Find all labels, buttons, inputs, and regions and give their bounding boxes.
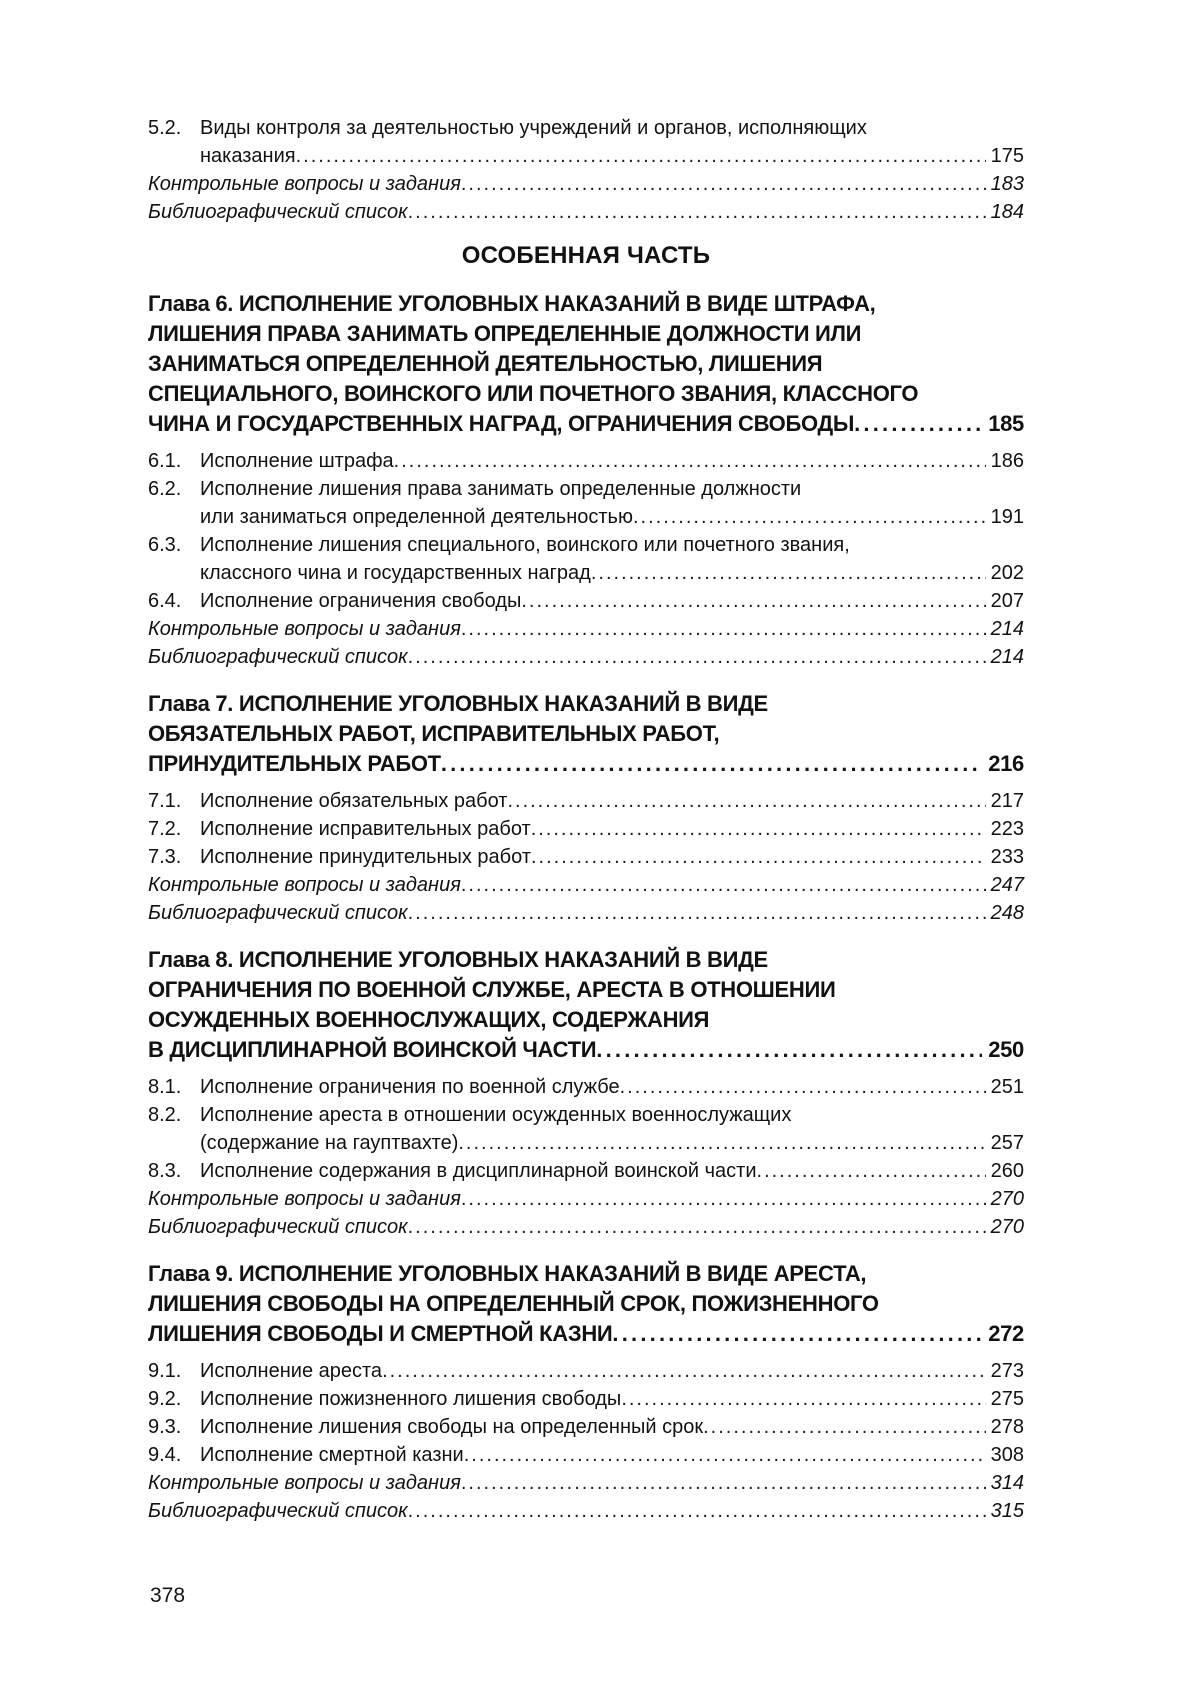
toc-entry-number: 5.2. [148, 117, 182, 139]
toc-entry-row [148, 843, 1024, 871]
dot-leader [382, 1357, 986, 1385]
toc-entry-title: Контрольные вопросы и задания [148, 874, 461, 896]
toc-entry-page-number: 260 [990, 1160, 1024, 1182]
chapter-title-row [148, 1289, 1024, 1319]
toc-entry-title: Библиографический список [148, 646, 408, 668]
chapter-title-row [148, 379, 1024, 409]
toc-entry-row [148, 587, 1024, 615]
dot-leader [296, 142, 986, 170]
toc-entry-title: Исполнение ареста [200, 1360, 383, 1382]
toc-entry-row [148, 447, 1024, 475]
chapter-page-number: 185 [988, 411, 1024, 436]
chapter-page-number: 250 [988, 1037, 1024, 1062]
dot-leader [458, 1129, 985, 1157]
toc-entry-page-number: 186 [990, 450, 1024, 472]
toc-entry-row [148, 142, 1024, 170]
toc-entry-row [148, 643, 1024, 671]
toc-entry-title: Исполнение ограничения свободы [200, 590, 522, 612]
chapter-title-text: ЛИШЕНИЯ СВОБОДЫ И СМЕРТНОЙ КАЗНИ [148, 1321, 613, 1346]
dot-leader [408, 1497, 986, 1525]
dot-leader [521, 587, 985, 615]
chapter-title-text: ПРИНУДИТЕЛЬНЫХ РАБОТ [148, 751, 441, 776]
toc-entry-row [148, 1385, 1024, 1413]
toc-entry-row [148, 1497, 1024, 1525]
dot-leader [596, 1035, 982, 1065]
dot-leader [621, 1385, 985, 1413]
toc-entry-title: классного чина и государственных наград [200, 562, 591, 584]
toc-entry-title: Исполнение лишения специального, воинского или почетного звания, [200, 534, 850, 556]
toc-entry-page-number: 270 [990, 1188, 1024, 1210]
dot-leader [464, 1441, 986, 1469]
page-footer-number: 378 [150, 1584, 186, 1607]
toc-entry-title: Исполнение пожизненного лишения свободы [200, 1388, 622, 1410]
dot-leader [461, 1185, 986, 1213]
toc-entry-row [148, 899, 1024, 927]
toc-entry-title: Исполнение штрафа [200, 450, 394, 472]
dot-leader [461, 1469, 986, 1497]
toc-entry-row [148, 787, 1024, 815]
toc-entry-title: Библиографический список [148, 1500, 408, 1522]
toc-pre-entries [148, 114, 1024, 226]
toc-entry-title: (содержание на гауптвахте) [200, 1132, 459, 1154]
toc-entry-number: 9.2. [148, 1388, 182, 1410]
toc-entry-page-number: 183 [990, 173, 1024, 195]
chapter-title-text: ЛИШЕНИЯ ПРАВА ЗАНИМАТЬ ОПРЕДЕЛЕННЫЕ ДОЛЖНОСТИ ИЛИ [148, 321, 862, 346]
dot-leader [507, 787, 985, 815]
toc-entry-number: 9.4. [148, 1444, 182, 1466]
toc-entry-title: Контрольные вопросы и задания [148, 173, 461, 195]
chapter-title-row [148, 1005, 1024, 1035]
toc-entry-title: Исполнение ареста в отношении осужденных военнослужащих [200, 1104, 792, 1126]
chapter-title-text: В ДИСЦИПЛИНАРНОЙ ВОИНСКОЙ ЧАСТИ [148, 1037, 597, 1062]
toc-entry-page-number: 247 [990, 874, 1024, 896]
chapter-title-row [148, 409, 1024, 439]
toc-entry-number: 9.3. [148, 1416, 182, 1438]
toc-chapter-block [148, 945, 1024, 1241]
toc-entry-row [148, 114, 1024, 142]
toc-entry-number: 7.1. [148, 790, 182, 812]
chapter-title-row [148, 1319, 1024, 1349]
toc-entry-page-number: 214 [990, 618, 1024, 640]
toc-entry-title: Библиографический список [148, 201, 408, 223]
toc-entry-page-number: 207 [990, 590, 1024, 612]
chapter-title-text: СПЕЦИАЛЬНОГО, ВОИНСКОГО ИЛИ ПОЧЕТНОГО ЗВАНИЯ, КЛАССНОГО [148, 381, 919, 406]
toc-chapter-block [148, 689, 1024, 927]
chapter-title [148, 689, 1024, 779]
toc-chapter-block [148, 289, 1024, 671]
toc-entry-page-number: 217 [990, 790, 1024, 812]
chapter-title [148, 945, 1024, 1065]
toc-entry-title: или заниматься определенной деятельностью [200, 506, 633, 528]
toc-entry-page-number: 248 [990, 902, 1024, 924]
dot-leader [854, 409, 982, 439]
chapter-title-row [148, 1259, 1024, 1289]
chapter-title-row [148, 945, 1024, 975]
chapter-title-text: ЛИШЕНИЯ СВОБОДЫ НА ОПРЕДЕЛЕННЫЙ СРОК, ПОЖИЗНЕННОГО [148, 1291, 879, 1316]
toc-entry-number: 6.4. [148, 590, 182, 612]
toc-entry-row [148, 198, 1024, 226]
dot-leader [612, 1319, 982, 1349]
toc-entry-page-number: 175 [990, 145, 1024, 167]
toc-entry-row [148, 615, 1024, 643]
toc-entry-number: 9.1. [148, 1360, 182, 1382]
toc-entry-page-number: 251 [990, 1076, 1024, 1098]
chapter-title-text: ОСУЖДЕННЫХ ВОЕННОСЛУЖАЩИХ, СОДЕРЖАНИЯ [148, 1007, 710, 1032]
toc-entry-number: 7.2. [148, 818, 182, 840]
toc-entry-row [148, 1413, 1024, 1441]
toc-entry-row [148, 1469, 1024, 1497]
toc-entry-page-number: 270 [990, 1216, 1024, 1238]
toc-entry-page-number: 308 [990, 1444, 1024, 1466]
toc-entry-page-number: 257 [990, 1132, 1024, 1154]
toc-entry-title: Контрольные вопросы и задания [148, 1188, 461, 1210]
chapter-title-text: ЧИНА И ГОСУДАРСТВЕННЫХ НАГРАД, ОГРАНИЧЕНИЯ СВОБОДЫ [148, 411, 855, 436]
toc-chapter-block [148, 1259, 1024, 1525]
chapter-title-row [148, 749, 1024, 779]
dot-leader [531, 843, 986, 871]
toc-entry-page-number: 223 [990, 818, 1024, 840]
toc-entry-row [148, 1129, 1024, 1157]
toc-entry-page-number: 184 [990, 201, 1024, 223]
chapter-page-number: 272 [988, 1321, 1024, 1346]
toc-entry-number: 8.1. [148, 1076, 182, 1098]
toc-entry-title: Исполнение лишения права занимать определенные должности [200, 478, 802, 500]
dot-leader [531, 815, 986, 843]
toc-entry-page-number: 275 [990, 1388, 1024, 1410]
chapter-title-text: ОГРАНИЧЕНИЯ ПО ВОЕННОЙ СЛУЖБЕ, АРЕСТА В ОТНОШЕНИИ [148, 977, 836, 1002]
toc-entry-title: Исполнение обязательных работ [200, 790, 508, 812]
toc-entry-page-number: 202 [990, 562, 1024, 584]
toc-entry-number: 7.3. [148, 846, 182, 868]
dot-leader [461, 170, 986, 198]
chapter-title-text: Глава 8. ИСПОЛНЕНИЕ УГОЛОВНЫХ НАКАЗАНИЙ В ВИДЕ [148, 947, 768, 972]
toc-entry-number: 8.2. [148, 1104, 182, 1126]
toc-entry-row [148, 503, 1024, 531]
toc-entry-title: Библиографический список [148, 1216, 408, 1238]
toc-entry-title: Виды контроля за деятельностью учреждений и органов, исполняющих [200, 117, 867, 139]
toc-entry-number: 6.2. [148, 478, 182, 500]
toc-entry-row [148, 475, 1024, 503]
toc-entry-page-number: 278 [990, 1416, 1024, 1438]
toc-entry-title: Контрольные вопросы и задания [148, 1472, 461, 1494]
dot-leader [408, 198, 986, 226]
toc-content [148, 114, 1024, 1525]
dot-leader [591, 559, 986, 587]
chapter-title-row [148, 975, 1024, 1005]
chapter-title-row [148, 319, 1024, 349]
chapter-title-text: ЗАНИМАТЬСЯ ОПРЕДЕЛЕННОЙ ДЕЯТЕЛЬНОСТЬЮ, ЛИШЕНИЯ [148, 351, 823, 376]
toc-entry-number: 6.1. [148, 450, 182, 472]
toc-entry-title: Исполнение ограничения по военной службе [200, 1076, 620, 1098]
toc-entry-row [148, 1185, 1024, 1213]
toc-entry-row [148, 1157, 1024, 1185]
toc-entry-page-number: 233 [990, 846, 1024, 868]
toc-entry-row [148, 1441, 1024, 1469]
chapter-page-number: 216 [988, 751, 1024, 776]
part-heading: ОСОБЕННАЯ ЧАСТЬ [461, 242, 711, 269]
chapter-title-row [148, 689, 1024, 719]
chapter-title-text: Глава 6. ИСПОЛНЕНИЕ УГОЛОВНЫХ НАКАЗАНИЙ В ВИДЕ ШТРАФА, [148, 291, 876, 316]
toc-entry-page-number: 273 [990, 1360, 1024, 1382]
toc-entry-number: 6.3. [148, 534, 182, 556]
toc-entry-row [148, 1101, 1024, 1129]
toc-entry-title: Исполнение смертной казни [200, 1444, 464, 1466]
dot-leader [633, 503, 986, 531]
dot-leader [620, 1073, 986, 1101]
chapter-title-row [148, 1035, 1024, 1065]
toc-entry-page-number: 315 [990, 1500, 1024, 1522]
dot-leader [757, 1157, 986, 1185]
toc-entry-title: Контрольные вопросы и задания [148, 618, 461, 640]
chapter-title-row [148, 719, 1024, 749]
chapter-title-text: Глава 7. ИСПОЛНЕНИЕ УГОЛОВНЫХ НАКАЗАНИЙ В ВИДЕ [148, 691, 768, 716]
toc-entry-page-number: 214 [990, 646, 1024, 668]
dot-leader [408, 1213, 986, 1241]
toc-entry-row [148, 559, 1024, 587]
toc-entry-row [148, 815, 1024, 843]
toc-entry-row [148, 1213, 1024, 1241]
toc-entry-title: Библиографический список [148, 902, 408, 924]
chapter-title [148, 289, 1024, 439]
toc-entry-row [148, 1073, 1024, 1101]
toc-entry-title: Исполнение содержания в дисциплинарной воинской части [200, 1160, 757, 1182]
toc-entry-row [148, 170, 1024, 198]
chapter-title-row [148, 289, 1024, 319]
toc-entry-row [148, 1357, 1024, 1385]
toc-entry-row [148, 531, 1024, 559]
toc-entry-title: Исполнение исправительных работ [200, 818, 531, 840]
toc-entry-number: 8.3. [148, 1160, 182, 1182]
chapter-title [148, 1259, 1024, 1349]
dot-leader [394, 447, 986, 475]
toc-entry-row [148, 871, 1024, 899]
toc-entry-title: Исполнение принудительных работ [200, 846, 531, 868]
toc-entry-page-number: 314 [990, 1472, 1024, 1494]
toc-chapters [148, 289, 1024, 1525]
chapter-title-row [148, 349, 1024, 379]
dot-leader [408, 643, 986, 671]
toc-entry-page-number: 191 [990, 506, 1024, 528]
dot-leader [703, 1413, 986, 1441]
toc-entry-title: Исполнение лишения свободы на определенный срок [200, 1416, 704, 1438]
dot-leader [408, 899, 986, 927]
dot-leader [441, 749, 982, 779]
chapter-title-text: ОБЯЗАТЕЛЬНЫХ РАБОТ, ИСПРАВИТЕЛЬНЫХ РАБОТ, [148, 721, 720, 746]
dot-leader [461, 615, 986, 643]
toc-entry-title: наказания [200, 145, 296, 167]
dot-leader [461, 871, 986, 899]
chapter-title-text: Глава 9. ИСПОЛНЕНИЕ УГОЛОВНЫХ НАКАЗАНИЙ В ВИДЕ АРЕСТА, [148, 1261, 867, 1286]
